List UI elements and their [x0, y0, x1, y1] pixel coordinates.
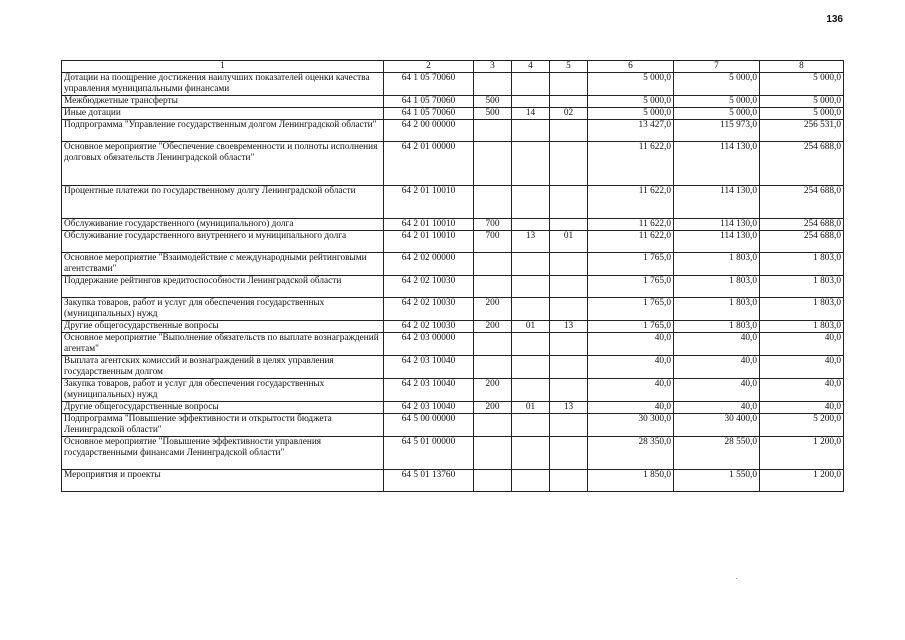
row-value-col7: 28 550,0 [674, 437, 760, 470]
row-value-col7: 114 130,0 [674, 231, 760, 253]
row-value-col6: 1 765,0 [588, 276, 674, 298]
page-number: 136 [826, 14, 843, 25]
row-value-col6: 1 765,0 [588, 253, 674, 276]
row-name: Поддержание рейтингов кредитоспособности Ленинградской области [62, 276, 384, 298]
row-col4: 01 [512, 402, 550, 414]
table-row [62, 321, 844, 333]
column-header: 1 [62, 61, 384, 73]
row-col5 [550, 356, 588, 379]
row-code: 64 2 03 10040 [384, 402, 474, 414]
row-name: Мероприятия и проекты [62, 470, 384, 492]
row-name: Обслуживание государственного внутреннего и муниципального долга [62, 231, 384, 253]
row-col3 [474, 253, 512, 276]
table-row [62, 142, 844, 186]
table-row [62, 276, 844, 298]
row-value-col8: 1 200,0 [760, 437, 844, 470]
row-code: 64 2 01 00000 [384, 142, 474, 186]
row-value-col6: 5 000,0 [588, 73, 674, 96]
row-name: Основное мероприятие "Обеспечение своевременности и полноты исполнения долговых обязательств Ленинградской области" [62, 142, 384, 186]
row-name: Основное мероприятие "Взаимодействие с международными рейтинговыми агентствами" [62, 253, 384, 276]
row-value-col7: 114 130,0 [674, 142, 760, 186]
row-value-col6: 40,0 [588, 356, 674, 379]
table-row [62, 333, 844, 356]
table-row [62, 231, 844, 253]
row-value-col6: 1 765,0 [588, 321, 674, 333]
row-value-col7: 40,0 [674, 333, 760, 356]
table-row [62, 470, 844, 492]
row-col3: 700 [474, 231, 512, 253]
row-value-col8: 5 000,0 [760, 73, 844, 96]
row-value-col7: 114 130,0 [674, 186, 760, 219]
row-col4: 13 [512, 231, 550, 253]
table-row [62, 379, 844, 402]
column-header: 4 [512, 61, 550, 73]
table-row [62, 186, 844, 219]
row-value-col8: 1 803,0 [760, 276, 844, 298]
row-value-col7: 1 803,0 [674, 321, 760, 333]
row-col3 [474, 186, 512, 219]
row-value-col6: 28 350,0 [588, 437, 674, 470]
row-col5 [550, 219, 588, 231]
row-col4 [512, 219, 550, 231]
row-name: Подпрограмма "Повышение эффективности и открытости бюджета Ленинградской области" [62, 414, 384, 437]
row-value-col6: 40,0 [588, 379, 674, 402]
row-value-col6: 40,0 [588, 333, 674, 356]
row-name: Подпрограмма "Управление государственным долгом Ленинградской области" [62, 120, 384, 142]
row-value-col7: 5 000,0 [674, 96, 760, 108]
row-value-col8: 254 688,0 [760, 219, 844, 231]
table-header-row [62, 61, 844, 73]
row-value-col7: 1 550,0 [674, 470, 760, 492]
row-value-col6: 1 765,0 [588, 298, 674, 321]
row-col5 [550, 96, 588, 108]
row-value-col6: 11 622,0 [588, 231, 674, 253]
row-col3 [474, 437, 512, 470]
row-col5 [550, 333, 588, 356]
row-name: Основное мероприятие "Выполнение обязательств по выплате вознаграждений агентам" [62, 333, 384, 356]
row-code: 64 2 02 10030 [384, 298, 474, 321]
row-value-col8: 254 688,0 [760, 142, 844, 186]
row-col3 [474, 73, 512, 96]
row-value-col6: 11 622,0 [588, 219, 674, 231]
column-header: 7 [674, 61, 760, 73]
row-code: 64 2 02 10030 [384, 321, 474, 333]
row-col5: 13 [550, 321, 588, 333]
row-col5: 01 [550, 231, 588, 253]
row-code: 64 1 05 70060 [384, 96, 474, 108]
row-name: Иные дотации [62, 108, 384, 120]
row-value-col8: 40,0 [760, 379, 844, 402]
row-col3: 200 [474, 379, 512, 402]
row-col3: 700 [474, 219, 512, 231]
row-col3: 200 [474, 321, 512, 333]
row-value-col7: 1 803,0 [674, 276, 760, 298]
row-code: 64 2 01 10010 [384, 219, 474, 231]
row-col3: 200 [474, 298, 512, 321]
table-row [62, 356, 844, 379]
row-value-col7: 1 803,0 [674, 253, 760, 276]
row-col3 [474, 120, 512, 142]
row-col3: 500 [474, 108, 512, 120]
row-col4 [512, 414, 550, 437]
row-col4 [512, 142, 550, 186]
row-col4 [512, 253, 550, 276]
column-header: 6 [588, 61, 674, 73]
row-value-col6: 13 427,0 [588, 120, 674, 142]
row-col3 [474, 414, 512, 437]
column-header: 8 [760, 61, 844, 73]
row-col5 [550, 414, 588, 437]
table-row [62, 219, 844, 231]
row-value-col8: 1 803,0 [760, 321, 844, 333]
row-name: Другие общегосударственные вопросы [62, 321, 384, 333]
row-col4 [512, 356, 550, 379]
row-name: Обслуживание государственного (муниципального) долга [62, 219, 384, 231]
row-name: Закупка товаров, работ и услуг для обеспечения государственных (муниципальных) нужд [62, 379, 384, 402]
row-value-col7: 30 400,0 [674, 414, 760, 437]
table-row [62, 73, 844, 96]
row-value-col6: 40,0 [588, 402, 674, 414]
table-row [62, 96, 844, 108]
row-value-col7: 40,0 [674, 356, 760, 379]
row-value-col8: 5 000,0 [760, 108, 844, 120]
row-code: 64 1 05 70060 [384, 73, 474, 96]
row-col4: 01 [512, 321, 550, 333]
table-row [62, 108, 844, 120]
row-value-col7: 114 130,0 [674, 219, 760, 231]
table-row [62, 253, 844, 276]
row-col4 [512, 73, 550, 96]
row-col3 [474, 142, 512, 186]
row-value-col8: 254 688,0 [760, 186, 844, 219]
row-col5 [550, 470, 588, 492]
scan-speck [736, 578, 737, 579]
row-value-col8: 1 803,0 [760, 298, 844, 321]
row-value-col6: 5 000,0 [588, 108, 674, 120]
row-code: 64 2 03 00000 [384, 333, 474, 356]
row-col3 [474, 470, 512, 492]
row-value-col7: 5 000,0 [674, 108, 760, 120]
row-col3 [474, 333, 512, 356]
row-col4 [512, 276, 550, 298]
row-col4 [512, 470, 550, 492]
row-col5 [550, 186, 588, 219]
row-col4 [512, 186, 550, 219]
row-value-col7: 1 803,0 [674, 298, 760, 321]
row-name: Выплата агентских комиссий и вознаграждений в целях управления государственным долгом [62, 356, 384, 379]
row-value-col8: 1 200,0 [760, 470, 844, 492]
row-value-col7: 115 973,0 [674, 120, 760, 142]
row-value-col8: 40,0 [760, 356, 844, 379]
row-col3 [474, 356, 512, 379]
row-value-col8: 256 531,0 [760, 120, 844, 142]
row-value-col6: 11 622,0 [588, 142, 674, 186]
row-col5: 13 [550, 402, 588, 414]
row-code: 64 2 02 10030 [384, 276, 474, 298]
column-header: 5 [550, 61, 588, 73]
row-value-col6: 30 300,0 [588, 414, 674, 437]
row-code: 64 2 02 00000 [384, 253, 474, 276]
row-col4 [512, 120, 550, 142]
row-code: 64 2 01 10010 [384, 186, 474, 219]
row-value-col8: 5 200,0 [760, 414, 844, 437]
row-value-col6: 5 000,0 [588, 96, 674, 108]
row-col5 [550, 73, 588, 96]
row-value-col8: 40,0 [760, 402, 844, 414]
row-value-col8: 254 688,0 [760, 231, 844, 253]
row-value-col6: 11 622,0 [588, 186, 674, 219]
row-code: 64 2 01 10010 [384, 231, 474, 253]
row-name: Другие общегосударственные вопросы [62, 402, 384, 414]
budget-table [61, 60, 844, 492]
row-col5 [550, 120, 588, 142]
row-name: Дотации на поощрение достижения наилучших показателей оценки качества управления муниципальными финансами [62, 73, 384, 96]
table-row [62, 414, 844, 437]
row-name: Процентные платежи по государственному долгу Ленинградской области [62, 186, 384, 219]
table-row [62, 402, 844, 414]
row-value-col6: 1 850,0 [588, 470, 674, 492]
row-value-col8: 40,0 [760, 333, 844, 356]
table-row [62, 120, 844, 142]
row-col5: 02 [550, 108, 588, 120]
row-value-col7: 5 000,0 [674, 73, 760, 96]
row-col3: 200 [474, 402, 512, 414]
row-col5 [550, 276, 588, 298]
row-value-col8: 5 000,0 [760, 96, 844, 108]
row-name: Межбюджетные трансферты [62, 96, 384, 108]
row-col4 [512, 437, 550, 470]
row-col5 [550, 253, 588, 276]
row-code: 64 5 01 00000 [384, 437, 474, 470]
row-code: 64 2 00 00000 [384, 120, 474, 142]
row-col5 [550, 142, 588, 186]
row-col4 [512, 379, 550, 402]
table-row [62, 437, 844, 470]
row-col4 [512, 96, 550, 108]
row-col4 [512, 333, 550, 356]
row-col5 [550, 379, 588, 402]
row-col4 [512, 298, 550, 321]
row-code: 64 5 00 00000 [384, 414, 474, 437]
row-value-col7: 40,0 [674, 402, 760, 414]
row-col5 [550, 298, 588, 321]
row-code: 64 5 01 13760 [384, 470, 474, 492]
row-col3: 500 [474, 96, 512, 108]
table-row [62, 298, 844, 321]
row-code: 64 2 03 10040 [384, 379, 474, 402]
row-col5 [550, 437, 588, 470]
column-header: 3 [474, 61, 512, 73]
row-value-col7: 40,0 [674, 379, 760, 402]
row-name: Основное мероприятие "Повышение эффективности управления государственными финансами Ленинградской области" [62, 437, 384, 470]
row-code: 64 2 03 10040 [384, 356, 474, 379]
column-header: 2 [384, 61, 474, 73]
row-col4: 14 [512, 108, 550, 120]
row-col3 [474, 276, 512, 298]
row-name: Закупка товаров, работ и услуг для обеспечения государственных (муниципальных) нужд [62, 298, 384, 321]
row-value-col8: 1 803,0 [760, 253, 844, 276]
row-code: 64 1 05 70060 [384, 108, 474, 120]
